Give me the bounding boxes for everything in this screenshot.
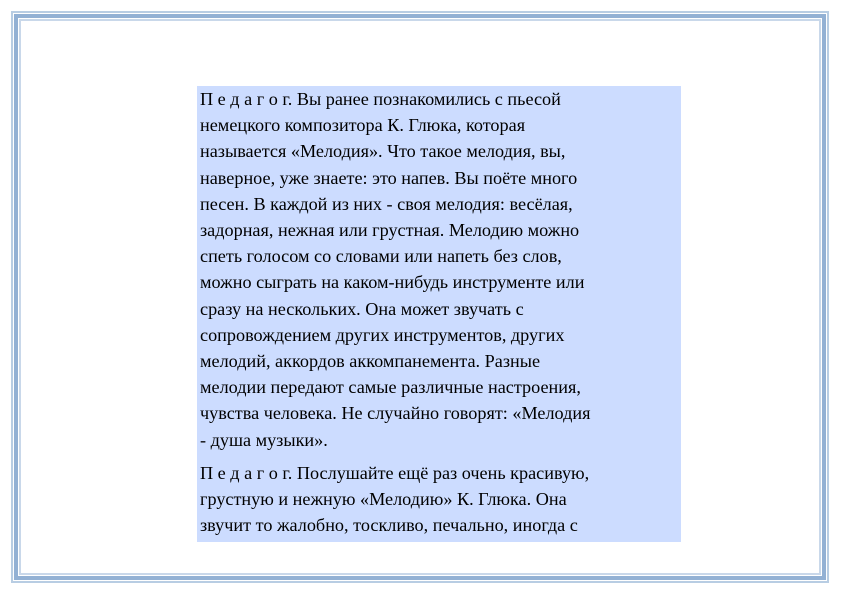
slide-text-box [197, 86, 681, 542]
teacher-paragraph-listen-again: П е д а г о г. Послушайте ещё раз очень красивую, грустную и нежную «Мелодию» К. Глюка. Она звучит то жалобно, тоскливо, печально, иногда с [200, 462, 590, 536]
teacher-paragraph-melody-definition: П е д а г о г. Вы ранее познакомились с пьесой немецкого композитора К. Глюка, которая называется «Мелодия». Что такое мелодия, вы, наверное, уже знаете: это напев. Вы поёте много песен. В каждой из них - своя мелодия: весёлая, задорная, нежная или грустная. Мелодию можно спеть голосом со словами или напеть без слов, можно сыграть на каком-нибудь инструменте или сразу на нескольких. Она может звучать с сопровождением других инструментов, других мелодий, аккордов аккомпанемента. Разные мелодии передают самые различные настроения, чувства человека. Не случайно говорят: «Мелодия - душа музыки». [200, 89, 591, 450]
